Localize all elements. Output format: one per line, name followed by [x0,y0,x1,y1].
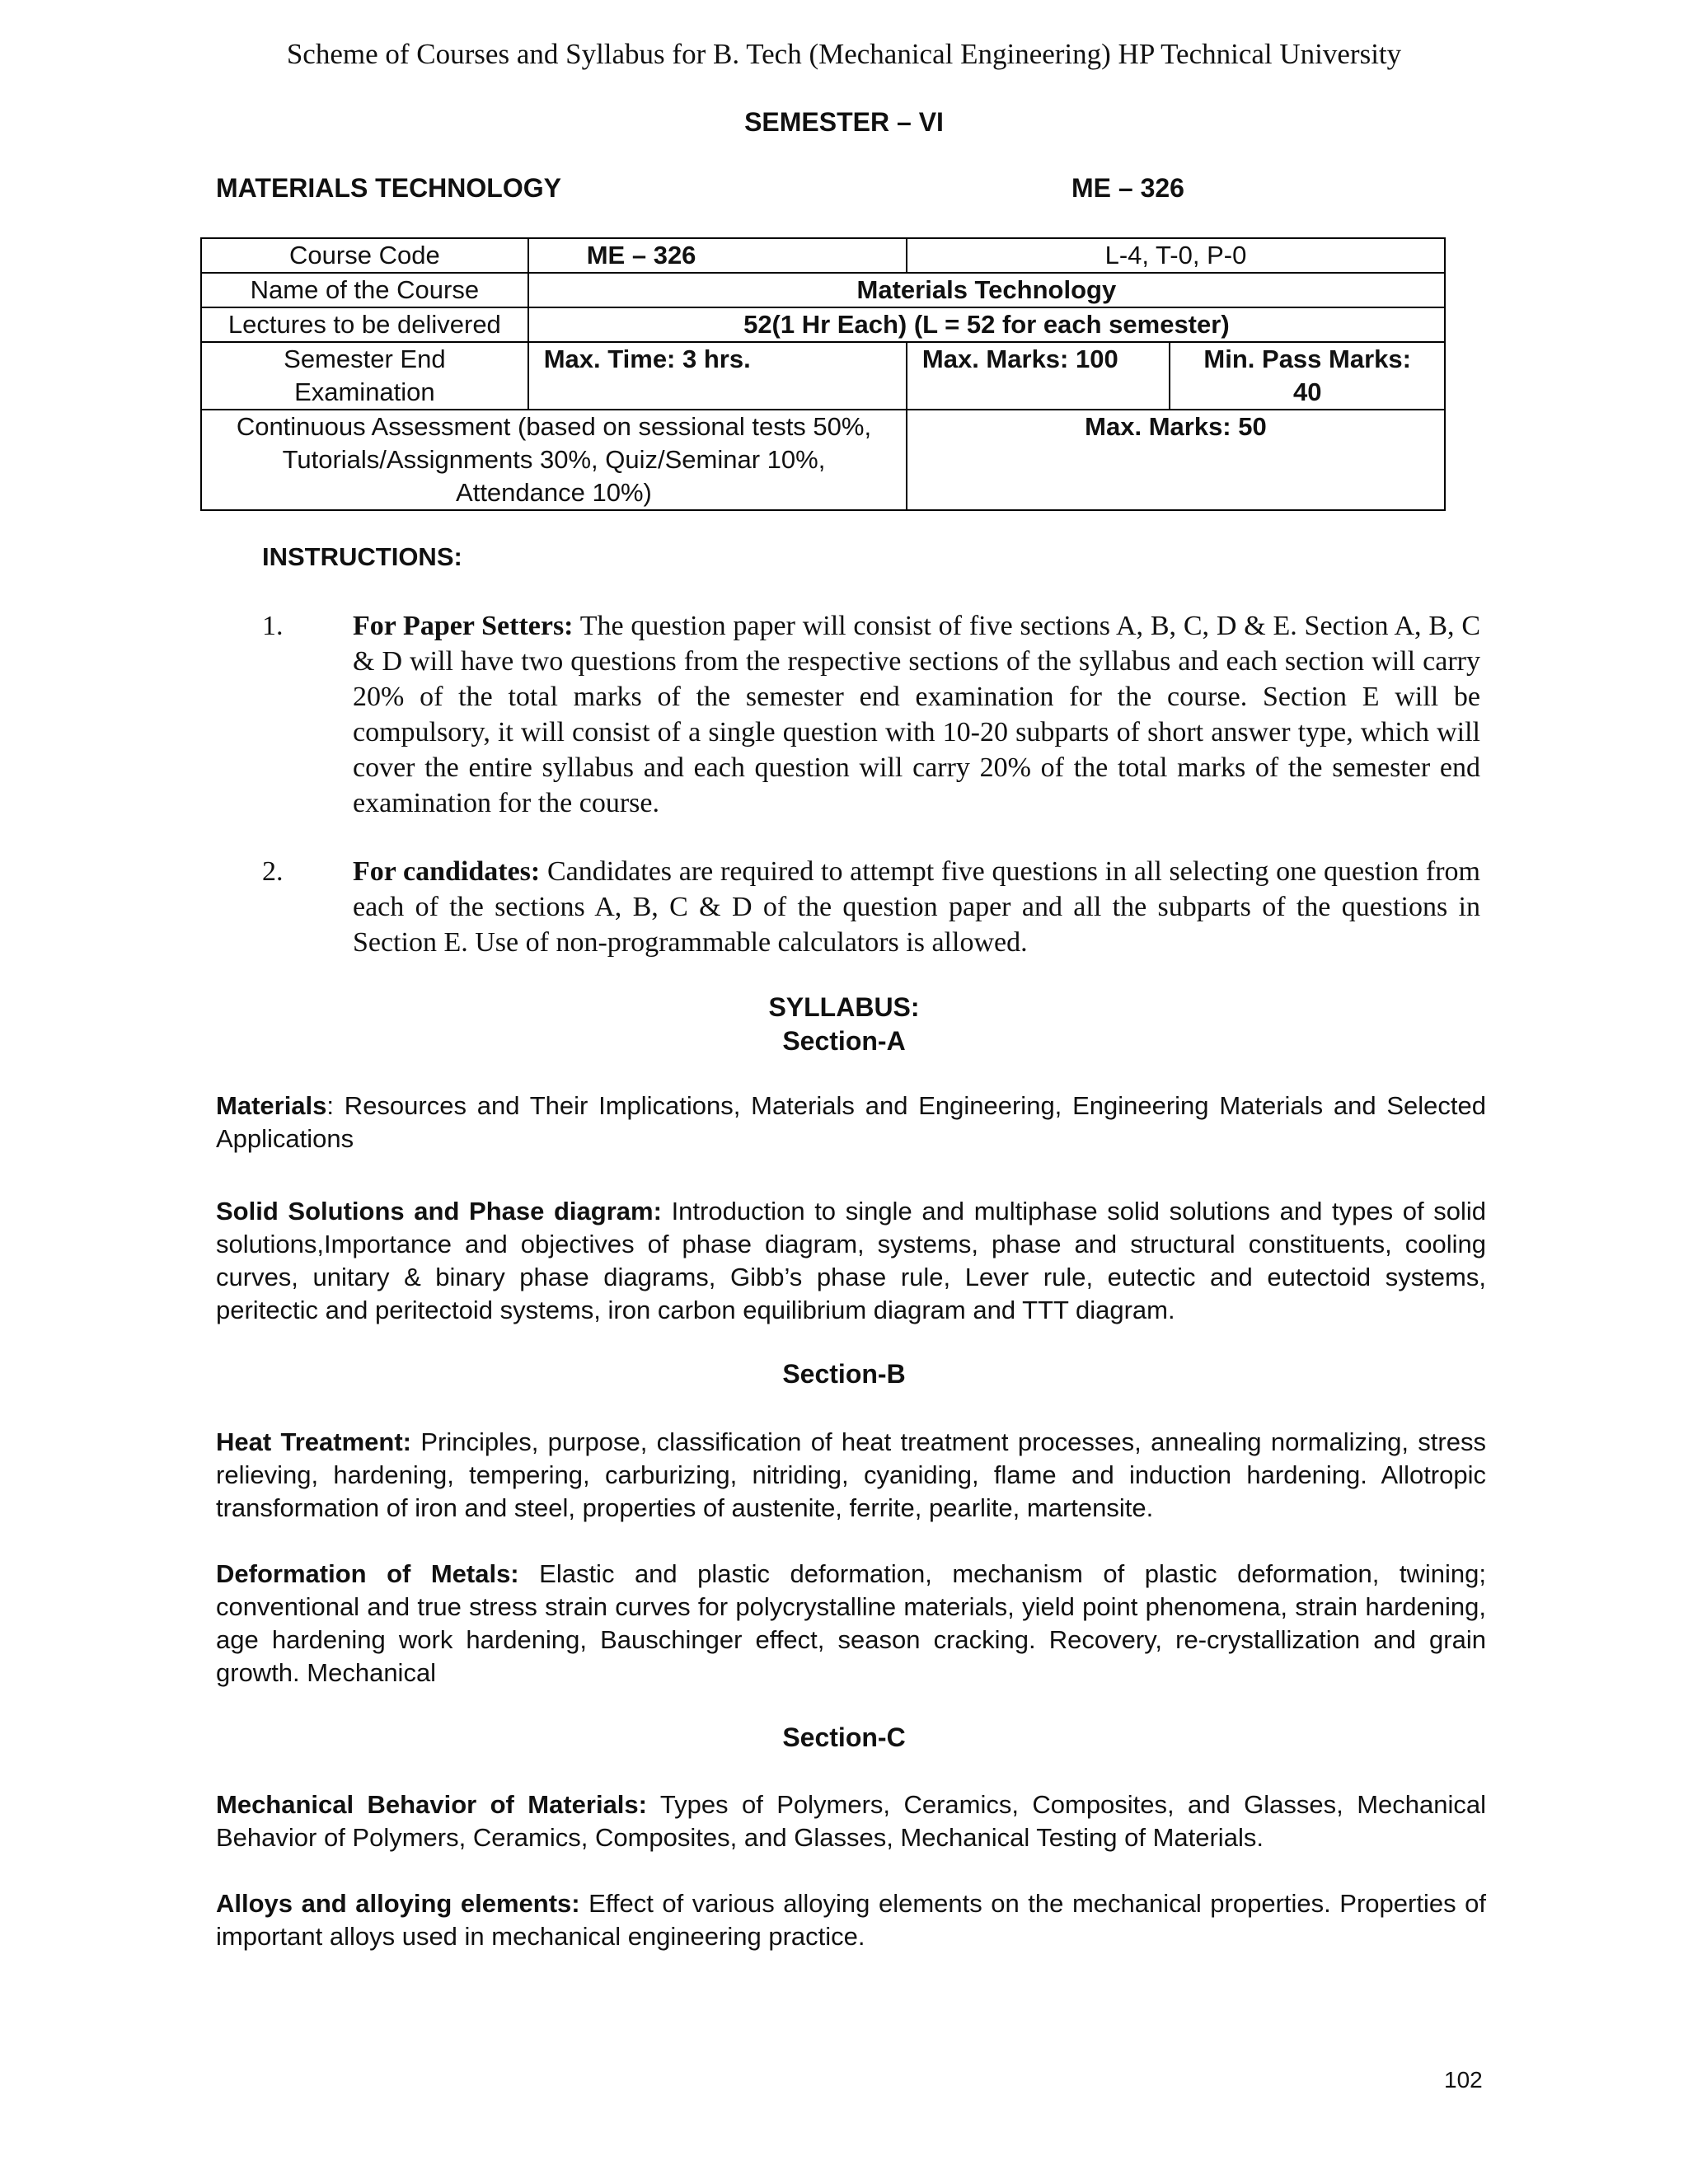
topic-text: : Resources and Their Implications, Materials and Engineering, Engineering Materials and Selected Applications [216,1091,1486,1153]
course-name-value: Materials Technology [528,273,1445,307]
lectures-label: Lectures to be delivered [201,307,528,342]
topic-paragraph [216,1887,1486,1953]
course-details-table [200,237,1446,511]
course-code-label: Course Code [201,238,528,273]
topic-title: Mechanical Behavior of Materials: [216,1790,647,1819]
topic-paragraph [216,1426,1486,1525]
syllabus-heading: SYLLABUS: [768,992,920,1022]
instruction-item [262,854,1480,960]
instruction-item [262,608,1480,821]
topic-title: Deformation of Metals: [216,1559,519,1588]
max-marks-value: Max. Marks: 100 [907,342,1170,410]
topic-text: Principles, purpose, classification of heat treatment processes, annealing normalizing, stress relieving, hardening, tempering, carburizing, nitriding, cyaniding, flame and induction hardening. Allotropic transformation of iron and steel, properties of austenite, ferrite, pearlite, martensite. [216,1427,1486,1522]
max-time-value: Max. Time: 3 hrs. [528,342,907,410]
topic-title: Solid Solutions and Phase diagram: [216,1197,662,1226]
ltp-value: L-4, T-0, P-0 [907,238,1445,273]
topic-title: Materials [216,1091,327,1120]
exam-label: Semester End Examination [201,342,528,410]
instruction-text: Candidates are required to attempt five questions in all selecting one question from each of the sections A, B, C & D of the question paper and all the subparts of the questions in Section E. Use of non-programmable calculators is allowed. [353,856,1480,958]
min-pass-marks-value: Min. Pass Marks: 40 [1170,342,1445,410]
topic-paragraph [216,1090,1486,1155]
table-row [201,238,1445,273]
lectures-value: 52(1 Hr Each) (L = 52 for each semester) [528,307,1445,342]
section-heading: Section-A [782,1026,906,1056]
continuous-assessment-label: Continuous Assessment (based on sessional tests 50%, Tutorials/Assignments 30%, Quiz/Seminar 10%, Attendance 10%) [201,410,907,510]
course-code-value: ME – 326 [528,238,907,273]
continuous-assessment-value: Max. Marks: 50 [907,410,1445,510]
course-name-label: Name of the Course [201,273,528,307]
topic-paragraph [216,1788,1486,1854]
course-code-heading: ME – 326 [1071,173,1184,203]
table-row [201,410,1445,510]
topic-text: Elastic and plastic deformation, mechanism of plastic deformation, twining; conventional and true stress strain curves for polycrystalline materials, yield point phenomena, strain hardening, age hardening work hardening, Bauschinger effect, season cracking. Recovery, re-crystallization and grain growth. Mechanical [216,1559,1487,1687]
semester-heading: SEMESTER – VI [744,107,944,137]
instruction-text: The question paper will consist of five sections A, B, C, D & E. Section A, B, C & D will have two questions from the respective sections of the syllabus and each section will carry 20% of the total marks of the semester end examination for the course. Section E will be compulsory, it will consist of a single question with 10-20 subparts of short answer type, which will cover the entire syllabus and each question will carry 20% of the total marks of the semester end examination for the course. [353,611,1480,818]
instruction-lead: For Paper Setters: [353,611,574,641]
topic-text: Effect of various alloying elements on the mechanical properties. Properties of important alloys used in mechanical engineering practice. [216,1889,1486,1951]
topic-title: Heat Treatment: [216,1427,412,1456]
section-heading: Section-B [782,1359,906,1389]
topic-title: Alloys and alloying elements: [216,1889,580,1918]
section-heading: Section-C [782,1722,906,1752]
page-number: 102 [1444,2067,1483,2093]
running-header: Scheme of Courses and Syllabus for B. Tech (Mechanical Engineering) HP Technical University [286,38,1402,70]
topic-text: Types of Polymers, Ceramics, Composites, and Glasses, Mechanical Behavior of Polymers, Ceramics, Composites, and Glasses, Mechanical Testing of Materials. [216,1790,1486,1852]
instructions-heading: INSTRUCTIONS: [262,542,462,571]
instruction-lead: For candidates: [353,856,541,887]
table-row [201,273,1445,307]
topic-text: Introduction to single and multiphase solid solutions and types of solid solutions,Importance and objectives of phase diagram, systems, phase and structural constituents, cooling curves, unitary & binary phase diagrams, Gibb’s phase rule, Lever rule, eutectic and eutectoid systems, peritectic and peritectoid systems, iron carbon equilibrium diagram and TTT diagram. [216,1197,1486,1324]
instruction-number: 2. [262,856,284,887]
instruction-number: 1. [262,611,284,641]
topic-paragraph [216,1558,1486,1690]
course-title: MATERIALS TECHNOLOGY [216,173,561,203]
table-row [201,307,1445,342]
topic-paragraph [216,1195,1486,1327]
table-row [201,342,1445,410]
